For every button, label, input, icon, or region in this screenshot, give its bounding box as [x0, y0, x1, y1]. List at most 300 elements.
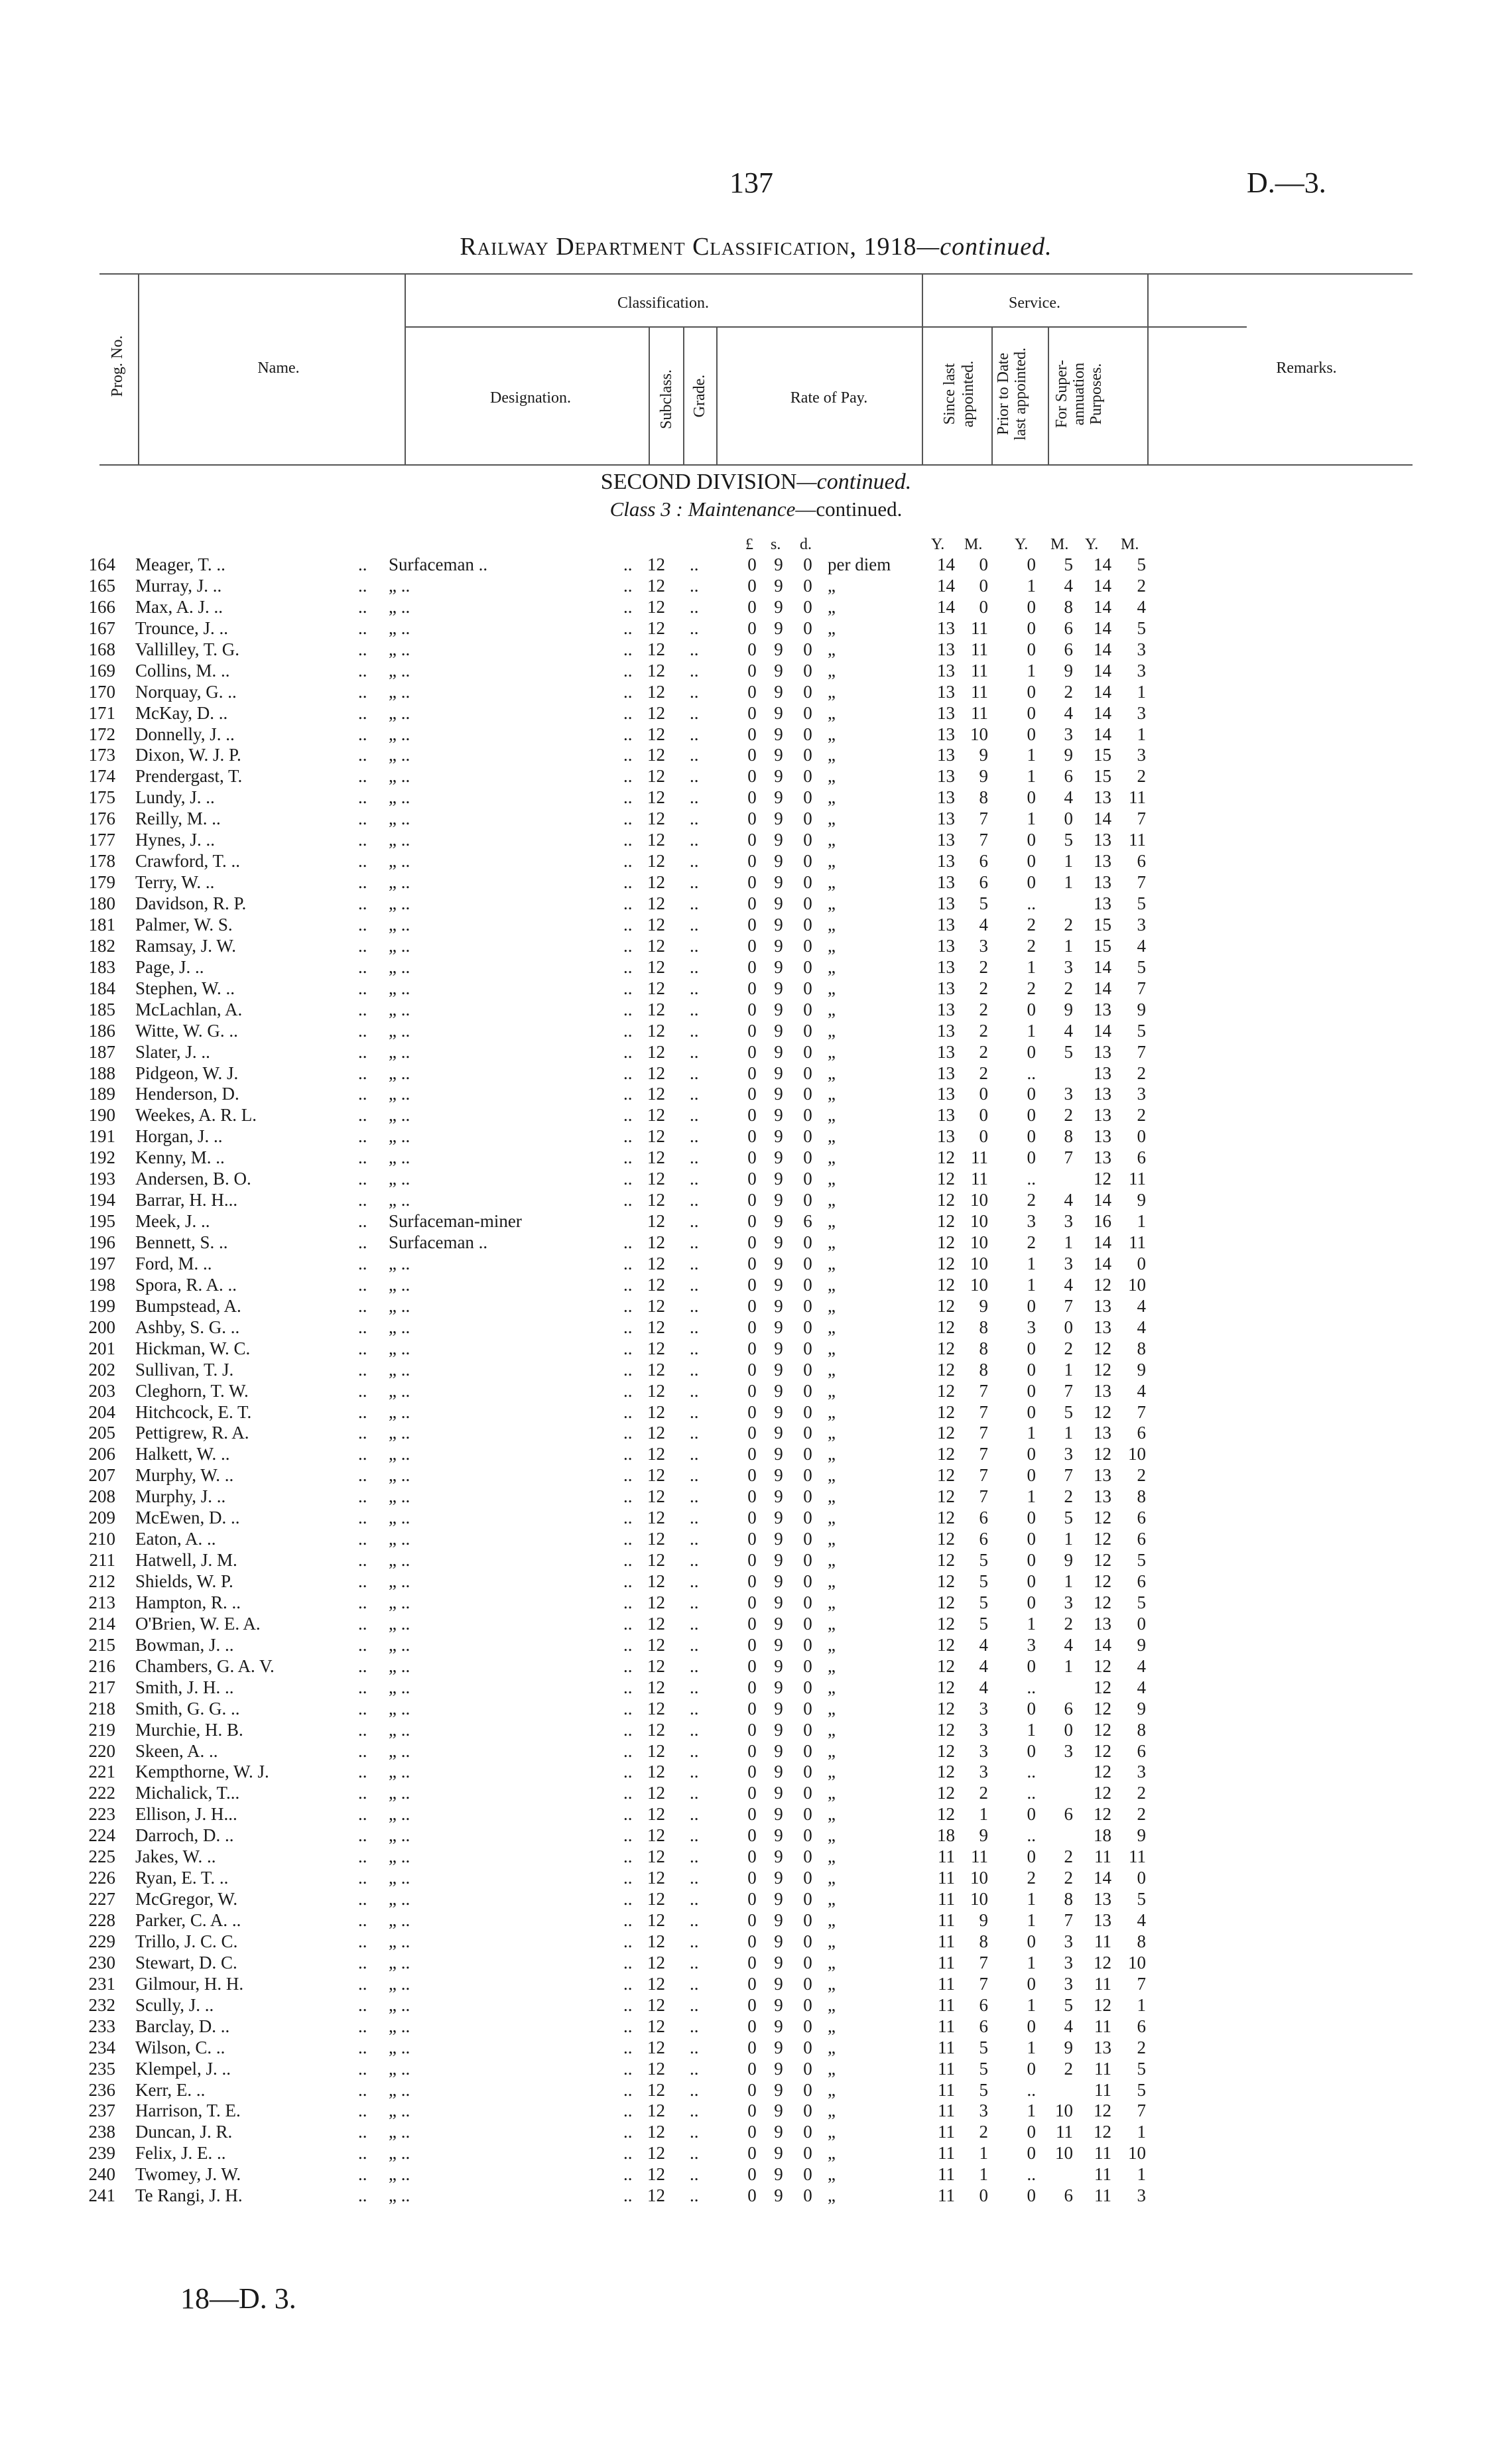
since-last-months: 11: [971, 702, 988, 723]
employee-name: Ashby, S. G. ..: [135, 1317, 240, 1337]
employee-name: Barrar, H. H...: [135, 1190, 238, 1210]
employee-name: Jakes, W. ..: [135, 1846, 216, 1867]
prog-no: 172: [88, 724, 115, 744]
pay-shillings: 9: [774, 1889, 783, 1910]
superannuation-years: 11: [1094, 2016, 1111, 2036]
prog-no: 204: [88, 1401, 115, 1422]
designation: „ ..: [389, 1783, 410, 1803]
prior-months: 0: [1064, 809, 1073, 829]
pay-shillings: 9: [774, 724, 783, 744]
table-row: [0, 1783, 1512, 1804]
superannuation-months: 5: [1137, 1889, 1146, 1910]
header-top-rule: [99, 273, 1413, 275]
pay-pounds: 0: [747, 1380, 757, 1401]
pay-period: „: [828, 724, 836, 744]
prog-no: 188: [88, 1063, 115, 1083]
pay-pounds: 0: [747, 1105, 757, 1126]
leader-dots: ..: [690, 1655, 699, 1676]
unit-years: Y.: [931, 536, 945, 553]
superannuation-months: 1: [1137, 2164, 1146, 2185]
leader-dots: ..: [358, 1295, 367, 1316]
leader-dots: ..: [623, 787, 633, 808]
table-row: [0, 1635, 1512, 1656]
pay-pounds: 0: [747, 2101, 757, 2121]
since-last-months: 7: [979, 1952, 988, 1973]
prior-years: 3: [1027, 1634, 1036, 1655]
prior-months: 8: [1064, 596, 1073, 617]
employee-name: O'Brien, W. E. A.: [135, 1613, 261, 1634]
prog-no: 207: [88, 1465, 115, 1486]
prior-months: 8: [1064, 1889, 1073, 1910]
leader-dots: ..: [358, 1253, 367, 1273]
pay-period: „: [828, 2058, 836, 2079]
superannuation-months: 4: [1137, 1677, 1146, 1697]
grade: 12: [647, 1253, 665, 1273]
leader-dots: ..: [623, 2079, 633, 2100]
grade: 12: [647, 1825, 665, 1846]
pay-shillings: 9: [774, 956, 783, 977]
leader-dots: ..: [690, 2164, 699, 2185]
prior-years: ..: [1027, 893, 1036, 913]
table-row: [0, 1338, 1512, 1360]
superannuation-years: 14: [1094, 1253, 1111, 1273]
pay-pounds: 0: [747, 787, 757, 808]
leader-dots: ..: [690, 1105, 699, 1126]
employee-name: Gilmour, H. H.: [135, 1973, 244, 1994]
grade: 12: [647, 787, 665, 808]
employee-name: Bowman, J. ..: [135, 1634, 234, 1655]
since-last-months: 9: [979, 1825, 988, 1846]
pay-shillings: 9: [774, 1020, 783, 1041]
pay-pence: 0: [803, 1889, 812, 1910]
pay-pence: 0: [803, 724, 812, 744]
prior-years: 1: [1027, 1910, 1036, 1930]
pay-pounds: 0: [747, 681, 757, 702]
since-last-months: 10: [970, 1253, 988, 1273]
prior-years: 1: [1027, 1274, 1036, 1295]
since-last-years: 13: [937, 724, 955, 744]
leader-dots: ..: [623, 1698, 633, 1718]
superannuation-years: 14: [1094, 639, 1111, 659]
grade: 12: [647, 1529, 665, 1549]
superannuation-years: 12: [1094, 1592, 1111, 1612]
prog-no: 212: [88, 1571, 115, 1591]
employee-name: Twomey, J. W.: [135, 2164, 241, 2185]
superannuation-months: 11: [1129, 1846, 1146, 1867]
header-remarks: Remarks.: [1276, 359, 1337, 377]
prior-months: 1: [1064, 1529, 1073, 1549]
table-row: [0, 2122, 1512, 2143]
superannuation-years: 11: [1094, 2143, 1111, 2164]
superannuation-months: 7: [1137, 1041, 1146, 1062]
prior-years: 0: [1027, 724, 1036, 744]
pay-pence: 0: [803, 787, 812, 808]
grade: 12: [647, 681, 665, 702]
leader-dots: ..: [358, 2016, 367, 2036]
prog-no: 177: [88, 830, 115, 850]
since-last-years: 11: [938, 2016, 955, 2036]
designation: „ ..: [389, 575, 410, 596]
document-reference: D.—3.: [1247, 166, 1326, 199]
superannuation-months: 5: [1137, 893, 1146, 913]
leader-dots: ..: [358, 2058, 367, 2079]
since-last-months: 7: [979, 830, 988, 850]
pay-pence: 0: [803, 914, 812, 935]
superannuation-months: 2: [1137, 1063, 1146, 1083]
pay-pence: 0: [803, 1868, 812, 1888]
unit-months: M.: [1050, 536, 1069, 553]
prior-years: 0: [1027, 1571, 1036, 1591]
prior-years: ..: [1027, 1169, 1036, 1189]
grade: 12: [647, 1401, 665, 1422]
employee-name: Darroch, D. ..: [135, 1825, 234, 1846]
employee-name: Murphy, W. ..: [135, 1465, 234, 1486]
employee-name: Andersen, B. O.: [135, 1169, 251, 1189]
prog-no: 194: [88, 1190, 115, 1210]
designation: „ ..: [389, 681, 410, 702]
prior-years: 2: [1027, 978, 1036, 998]
superannuation-months: 10: [1128, 2143, 1146, 2164]
pay-period: „: [828, 978, 836, 998]
leader-dots: ..: [623, 893, 633, 913]
prog-no: 228: [88, 1910, 115, 1930]
pay-pence: 0: [803, 1910, 812, 1930]
pay-period: „: [828, 2185, 836, 2206]
since-last-years: 12: [937, 1486, 955, 1507]
prog-no: 236: [88, 2079, 115, 2100]
leader-dots: ..: [358, 1931, 367, 1951]
employee-name: Stephen, W. ..: [135, 978, 235, 998]
document-title-continued: —continued.: [916, 233, 1052, 261]
pay-shillings: 9: [774, 1719, 783, 1740]
prior-years: 0: [1027, 639, 1036, 659]
designation: „ ..: [389, 1253, 410, 1273]
since-last-months: 11: [971, 1169, 988, 1189]
leader-dots: ..: [358, 2143, 367, 2164]
designation: „ ..: [389, 1740, 410, 1761]
prog-no: 192: [88, 1147, 115, 1168]
prior-months: 7: [1064, 1910, 1073, 1930]
prior-months: 6: [1064, 2185, 1073, 2206]
superannuation-years: 14: [1094, 554, 1111, 574]
designation: „ ..: [389, 1889, 410, 1910]
designation: „ ..: [389, 702, 410, 723]
grade: 12: [647, 766, 665, 787]
since-last-years: 11: [938, 1994, 955, 2015]
since-last-months: 3: [979, 1698, 988, 1718]
since-last-years: 13: [937, 1020, 955, 1041]
pay-pence: 0: [803, 893, 812, 913]
designation: „ ..: [389, 1952, 410, 1973]
since-last-months: 7: [979, 1465, 988, 1486]
superannuation-years: 12: [1094, 1338, 1111, 1358]
leader-dots: ..: [623, 1613, 633, 1634]
employee-name: Murchie, H. B.: [135, 1719, 243, 1740]
pay-pounds: 0: [747, 1020, 757, 1041]
since-last-years: 12: [937, 1211, 955, 1232]
prog-no: 182: [88, 935, 115, 956]
designation: Surfaceman-miner: [389, 1211, 522, 1232]
prior-years: 2: [1027, 1232, 1036, 1252]
pay-pounds: 0: [747, 724, 757, 744]
designation: „ ..: [389, 1762, 410, 1782]
superannuation-months: 7: [1137, 809, 1146, 829]
employee-name: Kenny, M. ..: [135, 1147, 225, 1168]
leader-dots: ..: [358, 1147, 367, 1168]
superannuation-years: 18: [1094, 1825, 1111, 1846]
employee-name: Max, A. J. ..: [135, 596, 223, 617]
pay-pence: 0: [803, 1147, 812, 1168]
class-name: Maintenance: [688, 497, 796, 521]
leader-dots: ..: [690, 1253, 699, 1273]
leader-dots: ..: [623, 702, 633, 723]
page-number: 137: [729, 166, 773, 199]
table-row: [0, 2080, 1512, 2101]
employee-name: Murray, J. ..: [135, 575, 222, 596]
table-row: [0, 809, 1512, 830]
employee-name: Hickman, W. C.: [135, 1338, 251, 1358]
since-last-years: 12: [937, 1380, 955, 1401]
prog-no: 214: [88, 1613, 115, 1634]
pay-pence: 0: [803, 935, 812, 956]
prior-years: 1: [1027, 956, 1036, 977]
since-last-months: 5: [979, 1571, 988, 1591]
prog-no: 241: [88, 2185, 115, 2206]
grade: 12: [647, 893, 665, 913]
employee-name: Cleghorn, T. W.: [135, 1380, 249, 1401]
unit-years: Y.: [1015, 536, 1029, 553]
pay-pence: 0: [803, 1020, 812, 1041]
pay-shillings: 9: [774, 1274, 783, 1295]
pay-pounds: 0: [747, 1423, 757, 1443]
header-divider: [683, 326, 684, 466]
pay-period: „: [828, 1444, 836, 1464]
grade: 12: [647, 2037, 665, 2057]
leader-dots: ..: [690, 554, 699, 574]
pay-shillings: 9: [774, 1380, 783, 1401]
leader-dots: ..: [690, 956, 699, 977]
leader-dots: ..: [358, 1529, 367, 1549]
leader-dots: ..: [690, 745, 699, 765]
pay-pounds: 0: [747, 1126, 757, 1147]
pay-period: „: [828, 1529, 836, 1549]
superannuation-months: 6: [1137, 1147, 1146, 1168]
since-last-years: 12: [937, 1401, 955, 1422]
leader-dots: ..: [690, 724, 699, 744]
pay-shillings: 9: [774, 2143, 783, 2164]
pay-shillings: 9: [774, 1423, 783, 1443]
class-continued: —continued.: [795, 497, 903, 521]
leader-dots: ..: [690, 2058, 699, 2079]
prior-years: 1: [1027, 1952, 1036, 1973]
superannuation-months: 3: [1137, 2185, 1146, 2206]
prior-years: 2: [1027, 914, 1036, 935]
pay-pounds: 0: [747, 1783, 757, 1803]
leader-dots: ..: [623, 2101, 633, 2121]
superannuation-months: 6: [1137, 2016, 1146, 2036]
employee-name: Parker, C. A. ..: [135, 1910, 241, 1930]
pay-shillings: 9: [774, 1295, 783, 1316]
leader-dots: ..: [623, 639, 633, 659]
superannuation-months: 6: [1137, 851, 1146, 872]
employee-name: Pettigrew, R. A.: [135, 1423, 249, 1443]
superannuation-years: 11: [1094, 2185, 1111, 2206]
superannuation-months: 3: [1137, 639, 1146, 659]
superannuation-months: 6: [1137, 1740, 1146, 1761]
superannuation-months: 3: [1137, 1084, 1146, 1104]
pay-pence: 0: [803, 2016, 812, 2036]
leader-dots: ..: [623, 1571, 633, 1591]
since-last-months: 7: [979, 1423, 988, 1443]
grade: 12: [647, 1973, 665, 1994]
pay-shillings: 9: [774, 1783, 783, 1803]
superannuation-months: 3: [1137, 745, 1146, 765]
since-last-years: 12: [937, 1338, 955, 1358]
leader-dots: ..: [623, 1655, 633, 1676]
superannuation-months: 5: [1137, 2058, 1146, 2079]
pay-shillings: 9: [774, 596, 783, 617]
pay-pounds: 0: [747, 617, 757, 638]
pay-period: „: [828, 1232, 836, 1252]
since-last-years: 12: [937, 1274, 955, 1295]
leader-dots: ..: [358, 596, 367, 617]
pay-pounds: 0: [747, 1041, 757, 1062]
pay-pounds: 0: [747, 1804, 757, 1825]
since-last-years: 13: [937, 639, 955, 659]
leader-dots: ..: [690, 617, 699, 638]
grade: 12: [647, 1846, 665, 1867]
pay-pence: 0: [803, 745, 812, 765]
since-last-years: 12: [937, 1253, 955, 1273]
pay-pence: 0: [803, 2101, 812, 2121]
pay-pounds: 0: [747, 956, 757, 977]
pay-period: „: [828, 1846, 836, 1867]
grade: 12: [647, 1169, 665, 1189]
prior-months: 3: [1064, 1973, 1073, 1994]
employee-name: Kerr, E. ..: [135, 2079, 206, 2100]
since-last-years: 13: [937, 617, 955, 638]
since-last-years: 11: [938, 2164, 955, 2185]
leader-dots: ..: [690, 1380, 699, 1401]
prior-months: 3: [1064, 1444, 1073, 1464]
prior-months: 10: [1055, 2101, 1073, 2121]
designation: „ ..: [389, 1084, 410, 1104]
prior-months: 5: [1064, 1508, 1073, 1528]
since-last-years: 13: [937, 1126, 955, 1147]
superannuation-months: 1: [1137, 724, 1146, 744]
since-last-years: 18: [937, 1825, 955, 1846]
since-last-years: 14: [937, 554, 955, 574]
pay-period: „: [828, 1317, 836, 1337]
leader-dots: ..: [690, 1698, 699, 1718]
leader-dots: ..: [623, 745, 633, 765]
grade: 12: [647, 702, 665, 723]
prior-years: 0: [1027, 2122, 1036, 2142]
table-row: [0, 724, 1512, 745]
prior-years: ..: [1027, 1825, 1036, 1846]
table-row: [0, 1402, 1512, 1423]
since-last-months: 8: [979, 1359, 988, 1380]
leader-dots: ..: [358, 1910, 367, 1930]
leader-dots: ..: [623, 1295, 633, 1316]
since-last-years: 11: [938, 2143, 955, 2164]
leader-dots: ..: [623, 617, 633, 638]
since-last-months: 7: [979, 1380, 988, 1401]
pay-pounds: 0: [747, 1994, 757, 2015]
pay-period: „: [828, 766, 836, 787]
since-last-months: 10: [970, 724, 988, 744]
prior-years: ..: [1027, 2164, 1036, 2185]
since-last-years: 14: [937, 575, 955, 596]
table-row: [0, 1656, 1512, 1677]
pay-pence: 0: [803, 851, 812, 872]
leader-dots: ..: [358, 1317, 367, 1337]
pay-pence: 0: [803, 1846, 812, 1867]
pay-shillings: 9: [774, 617, 783, 638]
header-classification: Classification.: [617, 294, 709, 312]
prior-years: 0: [1027, 1295, 1036, 1316]
prior-years: 0: [1027, 1041, 1036, 1062]
since-last-years: 13: [937, 851, 955, 872]
superannuation-months: 10: [1128, 1444, 1146, 1464]
since-last-years: 12: [937, 1677, 955, 1697]
since-last-months: 0: [979, 2185, 988, 2206]
since-last-years: 12: [937, 1465, 955, 1486]
leader-dots: ..: [358, 1380, 367, 1401]
pay-pence: 0: [803, 660, 812, 680]
employee-name: Pidgeon, W. J.: [135, 1063, 239, 1083]
prior-months: 3: [1064, 1952, 1073, 1973]
class-prefix: Class 3 :: [609, 497, 688, 521]
superannuation-months: 4: [1137, 935, 1146, 956]
grade: 12: [647, 1084, 665, 1104]
prog-no: 196: [88, 1232, 115, 1252]
pay-pence: 0: [803, 681, 812, 702]
employee-name: Te Rangi, J. H.: [135, 2185, 243, 2206]
prior-years: 1: [1027, 660, 1036, 680]
leader-dots: ..: [690, 914, 699, 935]
pay-shillings: 9: [774, 2101, 783, 2121]
prior-months: 6: [1064, 617, 1073, 638]
leader-dots: ..: [623, 1041, 633, 1062]
prior-months: 9: [1064, 1550, 1073, 1571]
pay-period: „: [828, 1338, 836, 1358]
table-row: [0, 1423, 1512, 1444]
superannuation-months: 1: [1137, 1211, 1146, 1232]
pay-period: „: [828, 956, 836, 977]
leader-dots: ..: [690, 1529, 699, 1549]
prog-no: 235: [88, 2058, 115, 2079]
prior-months: 4: [1064, 1274, 1073, 1295]
superannuation-months: 3: [1137, 914, 1146, 935]
pay-shillings: 9: [774, 639, 783, 659]
pay-pounds: 0: [747, 1698, 757, 1718]
pay-period: „: [828, 1020, 836, 1041]
pay-pounds: 0: [747, 1169, 757, 1189]
pay-pence: 0: [803, 2164, 812, 2185]
grade: 12: [647, 1020, 665, 1041]
header-designation: Designation.: [490, 389, 571, 407]
employee-name: Ramsay, J. W.: [135, 935, 237, 956]
superannuation-years: 12: [1094, 1571, 1111, 1591]
employee-name: Sullivan, T. J.: [135, 1359, 234, 1380]
leader-dots: ..: [358, 2164, 367, 2185]
since-last-years: 12: [937, 1232, 955, 1252]
table-row: [0, 1021, 1512, 1042]
prog-no: 226: [88, 1868, 115, 1888]
leader-dots: ..: [358, 639, 367, 659]
leader-dots: ..: [623, 2058, 633, 2079]
